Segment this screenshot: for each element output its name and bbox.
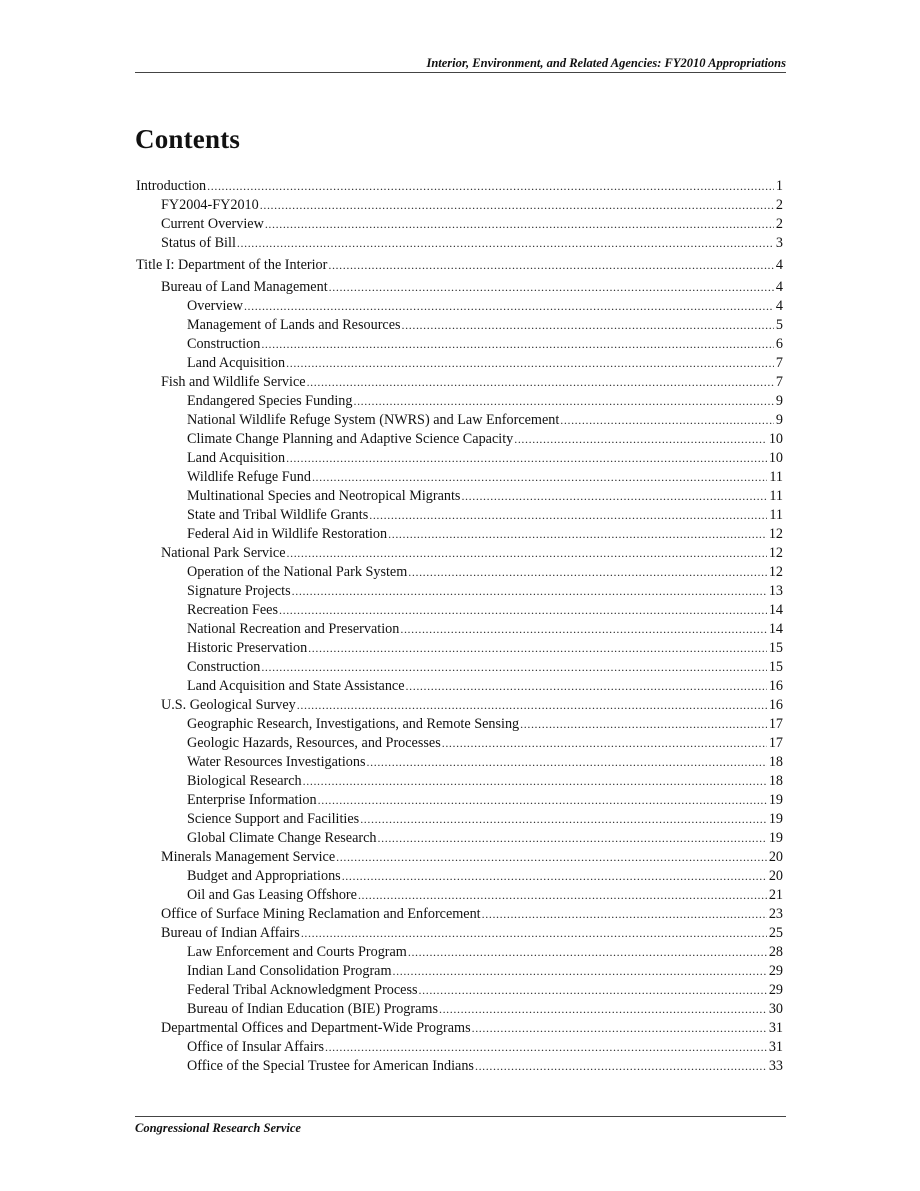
toc-entry-title: Water Resources Investigations bbox=[187, 754, 366, 770]
toc-entry-page: 11 bbox=[769, 488, 783, 504]
toc-entry-title: Science Support and Facilities bbox=[187, 811, 360, 827]
toc-entry-page: 7 bbox=[775, 355, 783, 371]
toc-entry-page: 19 bbox=[768, 792, 783, 808]
toc-dot-leader bbox=[328, 256, 774, 275]
toc-dot-leader bbox=[286, 449, 767, 468]
toc-dot-leader bbox=[312, 468, 767, 487]
toc-entry-title: Climate Change Planning and Adaptive Science Capacity bbox=[187, 431, 514, 447]
toc-entry[interactable] bbox=[136, 696, 783, 715]
toc-entry-title: National Park Service bbox=[161, 545, 286, 561]
toc-dot-leader bbox=[520, 715, 767, 734]
toc-entry-title: Recreation Fees bbox=[187, 602, 278, 618]
toc-entry-page: 15 bbox=[768, 659, 783, 675]
toc-dot-leader bbox=[307, 373, 774, 392]
toc-entry[interactable] bbox=[136, 256, 783, 275]
toc-entry-title: Introduction bbox=[136, 178, 207, 194]
toc-entry-title: Land Acquisition and State Assistance bbox=[187, 678, 405, 694]
toc-entry-page: 15 bbox=[768, 640, 783, 656]
toc-dot-leader bbox=[367, 753, 767, 772]
toc-entry-page: 25 bbox=[768, 925, 783, 941]
toc-entry[interactable] bbox=[136, 848, 783, 867]
toc-entry[interactable] bbox=[136, 392, 783, 411]
toc-dot-leader bbox=[261, 658, 767, 677]
toc-dot-leader bbox=[475, 1057, 767, 1076]
toc-entry-title: Construction bbox=[187, 659, 261, 675]
toc-dot-leader bbox=[297, 696, 767, 715]
toc-entry-title: U.S. Geological Survey bbox=[161, 697, 296, 713]
toc-entry[interactable] bbox=[136, 297, 783, 316]
toc-entry[interactable] bbox=[136, 772, 783, 791]
toc-entry-page: 19 bbox=[768, 830, 783, 846]
toc-dot-leader bbox=[472, 1019, 767, 1038]
toc-entry[interactable] bbox=[136, 544, 783, 563]
toc-dot-leader bbox=[408, 563, 767, 582]
toc-dot-leader bbox=[560, 411, 774, 430]
toc-entry-title: Construction bbox=[187, 336, 261, 352]
toc-entry[interactable] bbox=[136, 639, 783, 658]
toc-dot-leader bbox=[482, 905, 767, 924]
toc-entry-page: 19 bbox=[768, 811, 783, 827]
toc-entry[interactable] bbox=[136, 449, 783, 468]
toc-entry[interactable] bbox=[136, 867, 783, 886]
toc-entry[interactable] bbox=[136, 810, 783, 829]
toc-dot-leader bbox=[353, 392, 773, 411]
toc-dot-leader bbox=[318, 791, 767, 810]
toc-entry-page: 12 bbox=[768, 564, 783, 580]
toc-dot-leader bbox=[279, 601, 767, 620]
toc-dot-leader bbox=[336, 848, 767, 867]
toc-entry[interactable] bbox=[136, 373, 783, 392]
toc-entry-title: National Recreation and Preservation bbox=[187, 621, 400, 637]
toc-entry-title: Title I: Department of the Interior bbox=[136, 257, 328, 273]
toc-entry-title: Enterprise Information bbox=[187, 792, 317, 808]
toc-entry-title: Departmental Offices and Department-Wide Programs bbox=[161, 1020, 471, 1036]
toc-dot-leader bbox=[400, 620, 766, 639]
toc-dot-leader bbox=[286, 354, 774, 373]
toc-entry[interactable] bbox=[136, 430, 783, 449]
toc-entry-title: Indian Land Consolidation Program bbox=[187, 963, 392, 979]
toc-dot-leader bbox=[342, 867, 767, 886]
toc-entry-page: 7 bbox=[775, 374, 783, 390]
toc-dot-leader bbox=[442, 734, 767, 753]
toc-entry[interactable] bbox=[136, 753, 783, 772]
toc-entry-title: Bureau of Land Management bbox=[161, 279, 328, 295]
toc-entry-page: 16 bbox=[768, 678, 783, 694]
header-rule bbox=[135, 72, 786, 73]
toc-entry-page: 5 bbox=[775, 317, 783, 333]
toc-entry-title: Land Acquisition bbox=[187, 355, 286, 371]
toc-entry[interactable] bbox=[136, 506, 783, 525]
toc-entry-title: Historic Preservation bbox=[187, 640, 308, 656]
toc-entry-page: 28 bbox=[768, 944, 783, 960]
toc-dot-leader bbox=[287, 544, 767, 563]
toc-entry[interactable] bbox=[136, 316, 783, 335]
toc-entry[interactable] bbox=[136, 962, 783, 981]
toc-dot-leader bbox=[514, 430, 767, 449]
toc-entry-page: 14 bbox=[768, 602, 783, 618]
toc-dot-leader bbox=[393, 962, 767, 981]
toc-entry-title: Endangered Species Funding bbox=[187, 393, 353, 409]
running-header: Interior, Environment, and Related Agencies: FY2010 Appropriations bbox=[426, 56, 786, 70]
toc-entry[interactable] bbox=[136, 829, 783, 848]
toc-dot-leader bbox=[360, 810, 767, 829]
toc-entry-page: 29 bbox=[768, 982, 783, 998]
toc-entry[interactable] bbox=[136, 677, 783, 696]
toc-entry[interactable] bbox=[136, 658, 783, 677]
toc-entry-title: Status of Bill bbox=[161, 235, 236, 251]
toc-entry-title: National Wildlife Refuge System (NWRS) and Law Enforcement bbox=[187, 412, 560, 428]
toc-entry-page: 12 bbox=[768, 545, 783, 561]
toc-dot-leader bbox=[207, 177, 774, 196]
toc-dot-leader bbox=[237, 234, 774, 253]
toc-entry-title: Overview bbox=[187, 298, 243, 314]
toc-entry-title: Land Acquisition bbox=[187, 450, 286, 466]
toc-entry-page: 4 bbox=[775, 279, 783, 295]
toc-dot-leader bbox=[408, 943, 767, 962]
toc-entry-page: 3 bbox=[775, 235, 783, 251]
toc-entry-title: Current Overview bbox=[161, 216, 264, 232]
toc-dot-leader bbox=[369, 506, 767, 525]
toc-entry-page: 31 bbox=[768, 1020, 783, 1036]
toc-entry-title: Geologic Hazards, Resources, and Processes bbox=[187, 735, 441, 751]
toc-dot-leader bbox=[308, 639, 767, 658]
toc-entry-page: 33 bbox=[768, 1058, 783, 1074]
toc-entry-page: 13 bbox=[768, 583, 783, 599]
toc-dot-leader bbox=[260, 196, 774, 215]
toc-dot-leader bbox=[265, 215, 774, 234]
toc-dot-leader bbox=[439, 1000, 767, 1019]
toc-entry-page: 18 bbox=[768, 773, 783, 789]
toc-entry-title: Management of Lands and Resources bbox=[187, 317, 401, 333]
toc-entry-page: 11 bbox=[769, 507, 783, 523]
toc-entry-title: Operation of the National Park System bbox=[187, 564, 408, 580]
toc-entry-page: 4 bbox=[775, 298, 783, 314]
toc-entry[interactable] bbox=[136, 924, 783, 943]
toc-dot-leader bbox=[325, 1038, 767, 1057]
toc-entry[interactable] bbox=[136, 1000, 783, 1019]
toc-entry-page: 6 bbox=[775, 336, 783, 352]
toc-entry-title: Budget and Appropriations bbox=[187, 868, 341, 884]
toc-entry-page: 2 bbox=[775, 216, 783, 232]
toc-entry-page: 9 bbox=[775, 412, 783, 428]
toc-entry[interactable] bbox=[136, 1038, 783, 1057]
toc-entry[interactable] bbox=[136, 335, 783, 354]
toc-entry-page: 20 bbox=[768, 849, 783, 865]
toc-dot-leader bbox=[303, 772, 767, 791]
toc-dot-leader bbox=[261, 335, 774, 354]
toc-entry-page: 18 bbox=[768, 754, 783, 770]
toc-entry-page: 17 bbox=[768, 735, 783, 751]
toc-entry-title: State and Tribal Wildlife Grants bbox=[187, 507, 369, 523]
toc-entry-page: 17 bbox=[768, 716, 783, 732]
toc-entry[interactable] bbox=[136, 905, 783, 924]
toc-entry[interactable] bbox=[136, 234, 783, 253]
toc-entry-title: Office of the Special Trustee for American Indians bbox=[187, 1058, 474, 1074]
toc-dot-leader bbox=[388, 525, 767, 544]
toc-entry[interactable] bbox=[136, 563, 783, 582]
toc-entry-page: 1 bbox=[775, 178, 783, 194]
toc-entry-title: Oil and Gas Leasing Offshore bbox=[187, 887, 357, 903]
toc-entry[interactable] bbox=[136, 1057, 783, 1076]
toc-entry-title: Bureau of Indian Affairs bbox=[161, 925, 300, 941]
toc-entry-title: Federal Tribal Acknowledgment Process bbox=[187, 982, 418, 998]
toc-dot-leader bbox=[406, 677, 767, 696]
toc-entry-page: 21 bbox=[768, 887, 783, 903]
toc-entry[interactable] bbox=[136, 620, 783, 639]
toc-entry-page: 11 bbox=[769, 469, 783, 485]
toc-entry[interactable] bbox=[136, 196, 783, 215]
toc-entry[interactable] bbox=[136, 1019, 783, 1038]
toc-entry-title: FY2004-FY2010 bbox=[161, 197, 259, 213]
toc-entry-page: 9 bbox=[775, 393, 783, 409]
toc-entry-page: 14 bbox=[768, 621, 783, 637]
toc-entry[interactable] bbox=[136, 487, 783, 506]
toc-entry-page: 31 bbox=[768, 1039, 783, 1055]
page-footer: Congressional Research Service bbox=[135, 1121, 301, 1135]
table-of-contents bbox=[136, 177, 783, 1076]
toc-dot-leader bbox=[419, 981, 767, 1000]
toc-entry[interactable] bbox=[136, 886, 783, 905]
toc-entry-title: Bureau of Indian Education (BIE) Programs bbox=[187, 1001, 438, 1017]
toc-entry-page: 10 bbox=[768, 431, 783, 447]
toc-entry-page: 4 bbox=[775, 257, 783, 273]
toc-entry[interactable] bbox=[136, 411, 783, 430]
toc-entry[interactable] bbox=[136, 177, 783, 196]
toc-entry[interactable] bbox=[136, 943, 783, 962]
toc-entry-title: Biological Research bbox=[187, 773, 302, 789]
toc-entry[interactable] bbox=[136, 215, 783, 234]
toc-entry-title: Geographic Research, Investigations, and Remote Sensing bbox=[187, 716, 520, 732]
toc-entry[interactable] bbox=[136, 354, 783, 373]
toc-entry[interactable] bbox=[136, 791, 783, 810]
toc-entry[interactable] bbox=[136, 468, 783, 487]
toc-dot-leader bbox=[244, 297, 774, 316]
toc-entry-title: Office of Surface Mining Reclamation and Enforcement bbox=[161, 906, 481, 922]
page-title: Contents bbox=[135, 124, 241, 154]
toc-entry-page: 30 bbox=[768, 1001, 783, 1017]
toc-dot-leader bbox=[301, 924, 767, 943]
toc-dot-leader bbox=[461, 487, 767, 506]
toc-entry-title: Global Climate Change Research bbox=[187, 830, 377, 846]
toc-entry[interactable] bbox=[136, 734, 783, 753]
toc-entry-title: Multinational Species and Neotropical Migrants bbox=[187, 488, 461, 504]
toc-entry-page: 20 bbox=[768, 868, 783, 884]
toc-entry-title: Law Enforcement and Courts Program bbox=[187, 944, 407, 960]
toc-entry-title: Signature Projects bbox=[187, 583, 291, 599]
toc-dot-leader bbox=[378, 829, 767, 848]
toc-dot-leader bbox=[358, 886, 767, 905]
toc-entry-page: 23 bbox=[768, 906, 783, 922]
toc-entry-title: Wildlife Refuge Fund bbox=[187, 469, 311, 485]
toc-entry[interactable] bbox=[136, 715, 783, 734]
toc-dot-leader bbox=[402, 316, 774, 335]
toc-dot-leader bbox=[292, 582, 767, 601]
toc-entry[interactable] bbox=[136, 278, 783, 297]
toc-entry-title: Office of Insular Affairs bbox=[187, 1039, 324, 1055]
toc-entry-page: 29 bbox=[768, 963, 783, 979]
toc-entry[interactable] bbox=[136, 582, 783, 601]
toc-entry-page: 2 bbox=[775, 197, 783, 213]
toc-entry-page: 12 bbox=[768, 526, 783, 542]
toc-entry-title: Minerals Management Service bbox=[161, 849, 336, 865]
toc-entry-title: Federal Aid in Wildlife Restoration bbox=[187, 526, 388, 542]
toc-dot-leader bbox=[329, 278, 774, 297]
toc-entry[interactable] bbox=[136, 601, 783, 620]
toc-entry[interactable] bbox=[136, 525, 783, 544]
footer-rule bbox=[135, 1116, 786, 1117]
toc-entry[interactable] bbox=[136, 981, 783, 1000]
toc-entry-page: 10 bbox=[768, 450, 783, 466]
toc-entry-page: 16 bbox=[768, 697, 783, 713]
toc-entry-title: Fish and Wildlife Service bbox=[161, 374, 306, 390]
